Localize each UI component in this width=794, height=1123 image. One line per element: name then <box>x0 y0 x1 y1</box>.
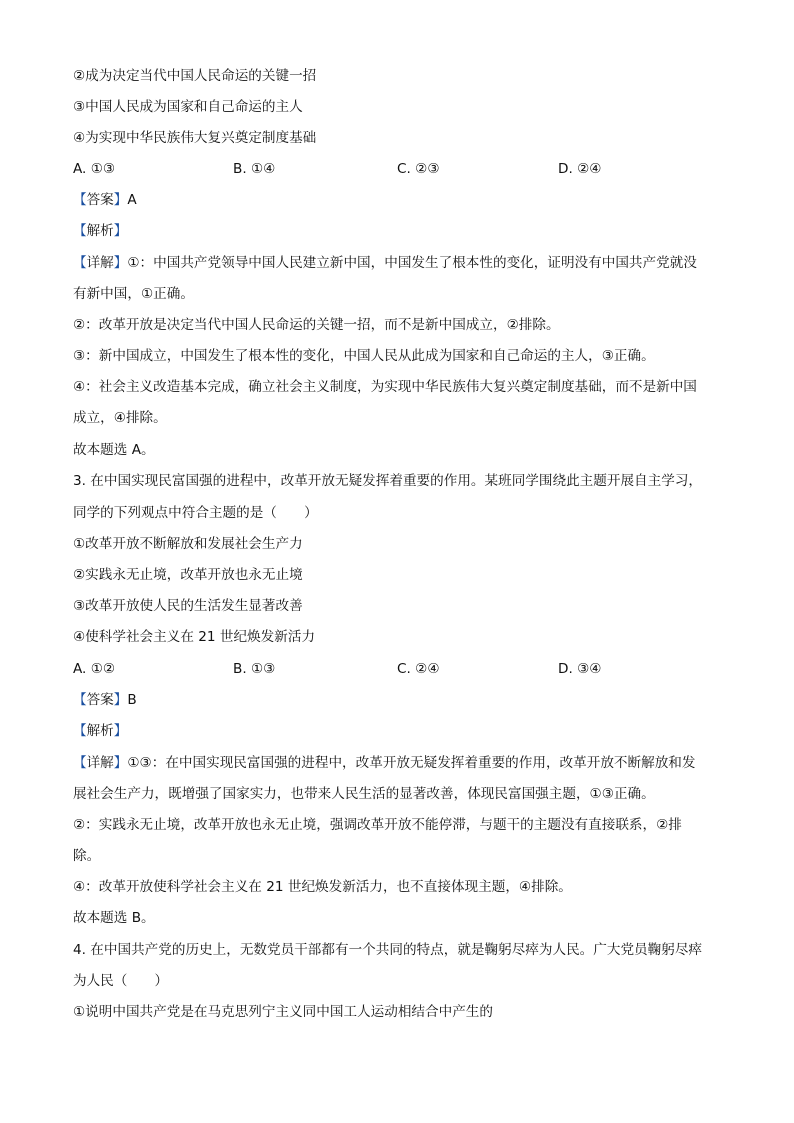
q3-stem-line-1: 3. 在中国实现民富国强的进程中，改革开放无疑发挥着重要的作用。某班同学围绕此主题开展自主学习， <box>73 473 703 489</box>
q3-detail-line-5: ④：改革开放使科学社会主义在 21 世纪焕发新活力，也不直接体现主题，④排除。 <box>73 879 572 895</box>
bracket-left-icon: 【 <box>73 255 87 271</box>
q3-answer-line <box>73 690 723 710</box>
q3-analysis-heading <box>73 721 723 741</box>
bracket-right-icon: 】 <box>113 192 128 208</box>
q3-detail-line-4: 除。 <box>73 848 101 864</box>
q2-detail-line-2: 有新中国，①正确。 <box>73 286 194 302</box>
q3-stem-line-2: 同学的下列观点中符合主题的是（ ） <box>73 505 318 521</box>
q3-item-4: ④使科学社会主义在 21 世纪焕发新活力 <box>73 629 316 645</box>
q3-item-2: ②实践永无止境，改革开放也永无止境 <box>73 567 303 583</box>
q2-detail-line-5: ④：社会主义改造基本完成，确立社会主义制度，为实现中华民族伟大复兴奠定制度基础，而不是新中国 <box>73 379 697 395</box>
q3-option-d: D. ③④ <box>558 661 602 677</box>
q2-detail-text: ①：中国共产党领导中国人民建立新中国，中国发生了根本性的变化，证明没有中国共产党就没 <box>127 255 697 271</box>
q2-answer-value: A <box>127 192 137 208</box>
q2-detail-line-1 <box>73 253 723 273</box>
q3-detail-text: ①③：在中国实现民富国强的进程中，改革开放无疑发挥着重要的作用，改革开放不断解放和发 <box>127 755 696 771</box>
q3-options <box>73 659 723 679</box>
q3-detail-line-1 <box>73 753 723 773</box>
q2-option-b: B. ①④ <box>233 161 276 177</box>
bracket-left-icon: 【 <box>73 192 87 208</box>
q2-detail-line-3: ②：改革开放是决定当代中国人民命运的关键一招，而不是新中国成立，②排除。 <box>73 317 560 333</box>
bracket-left-icon: 【 <box>73 723 87 739</box>
q3-item-1: ①改革开放不断解放和发展社会生产力 <box>73 536 303 552</box>
q2-detail-line-6: 成立，④排除。 <box>73 410 167 426</box>
q4-stem-line-2: 为人民（ ） <box>73 973 169 989</box>
q2-option-a: A. ①③ <box>73 161 116 177</box>
bracket-right-icon: 】 <box>113 692 128 708</box>
q3-detail-line-2: 展社会生产力，既增强了国家实力，也带来人民生活的显著改善，体现民富国强主题，①③正确。 <box>73 786 655 802</box>
q2-option-d: D. ②④ <box>558 161 602 177</box>
q2-item-4: ④为实现中华民族伟大复兴奠定制度基础 <box>73 130 317 146</box>
bracket-left-icon: 【 <box>73 692 87 708</box>
q3-answer-value: B <box>127 692 137 708</box>
q2-analysis-heading <box>73 221 723 241</box>
q2-conclusion: 故本题选 A。 <box>73 442 155 458</box>
q3-conclusion: 故本题选 B。 <box>73 910 155 926</box>
bracket-right-icon: 】 <box>113 723 128 739</box>
bracket-right-icon: 】 <box>113 223 128 239</box>
q3-option-c: C. ②④ <box>397 661 440 677</box>
q3-item-3: ③改革开放使人民的生活发生显著改善 <box>73 598 303 614</box>
q2-option-c: C. ②③ <box>397 161 440 177</box>
bracket-left-icon: 【 <box>73 223 87 239</box>
q3-detail-tag: 详解 <box>86 755 114 771</box>
q2-answer-tag: 答案 <box>86 192 114 208</box>
q3-analysis-tag: 解析 <box>86 723 114 739</box>
q3-answer-tag: 答案 <box>86 692 114 708</box>
q4-item-1: ①说明中国共产党是在马克思列宁主义同中国工人运动相结合中产生的 <box>73 1004 493 1020</box>
q2-detail-tag: 详解 <box>86 255 114 271</box>
q2-item-2: ②成为决定当代中国人民命运的关键一招 <box>73 68 317 84</box>
q2-analysis-tag: 解析 <box>86 223 114 239</box>
q2-item-3: ③中国人民成为国家和自己命运的主人 <box>73 99 303 115</box>
q2-detail-line-4: ③：新中国成立，中国发生了根本性的变化，中国人民从此成为国家和自己命运的主人，③正确。 <box>73 348 655 364</box>
q3-option-a: A. ①② <box>73 661 116 677</box>
bracket-right-icon: 】 <box>113 755 128 771</box>
bracket-right-icon: 】 <box>113 255 128 271</box>
q3-detail-line-3: ②：实践永无止境，改革开放也永无止境，强调改革开放不能停滞，与题干的主题没有直接联系，②排 <box>73 817 682 833</box>
q3-option-b: B. ①③ <box>233 661 276 677</box>
q2-answer-line <box>73 190 723 210</box>
bracket-left-icon: 【 <box>73 755 87 771</box>
q4-stem-line-1: 4. 在中国共产党的历史上，无数党员干部都有一个共同的特点，就是鞠躬尽瘁为人民。广大党员鞠躬尽瘁 <box>73 942 703 958</box>
q2-options <box>73 159 723 179</box>
